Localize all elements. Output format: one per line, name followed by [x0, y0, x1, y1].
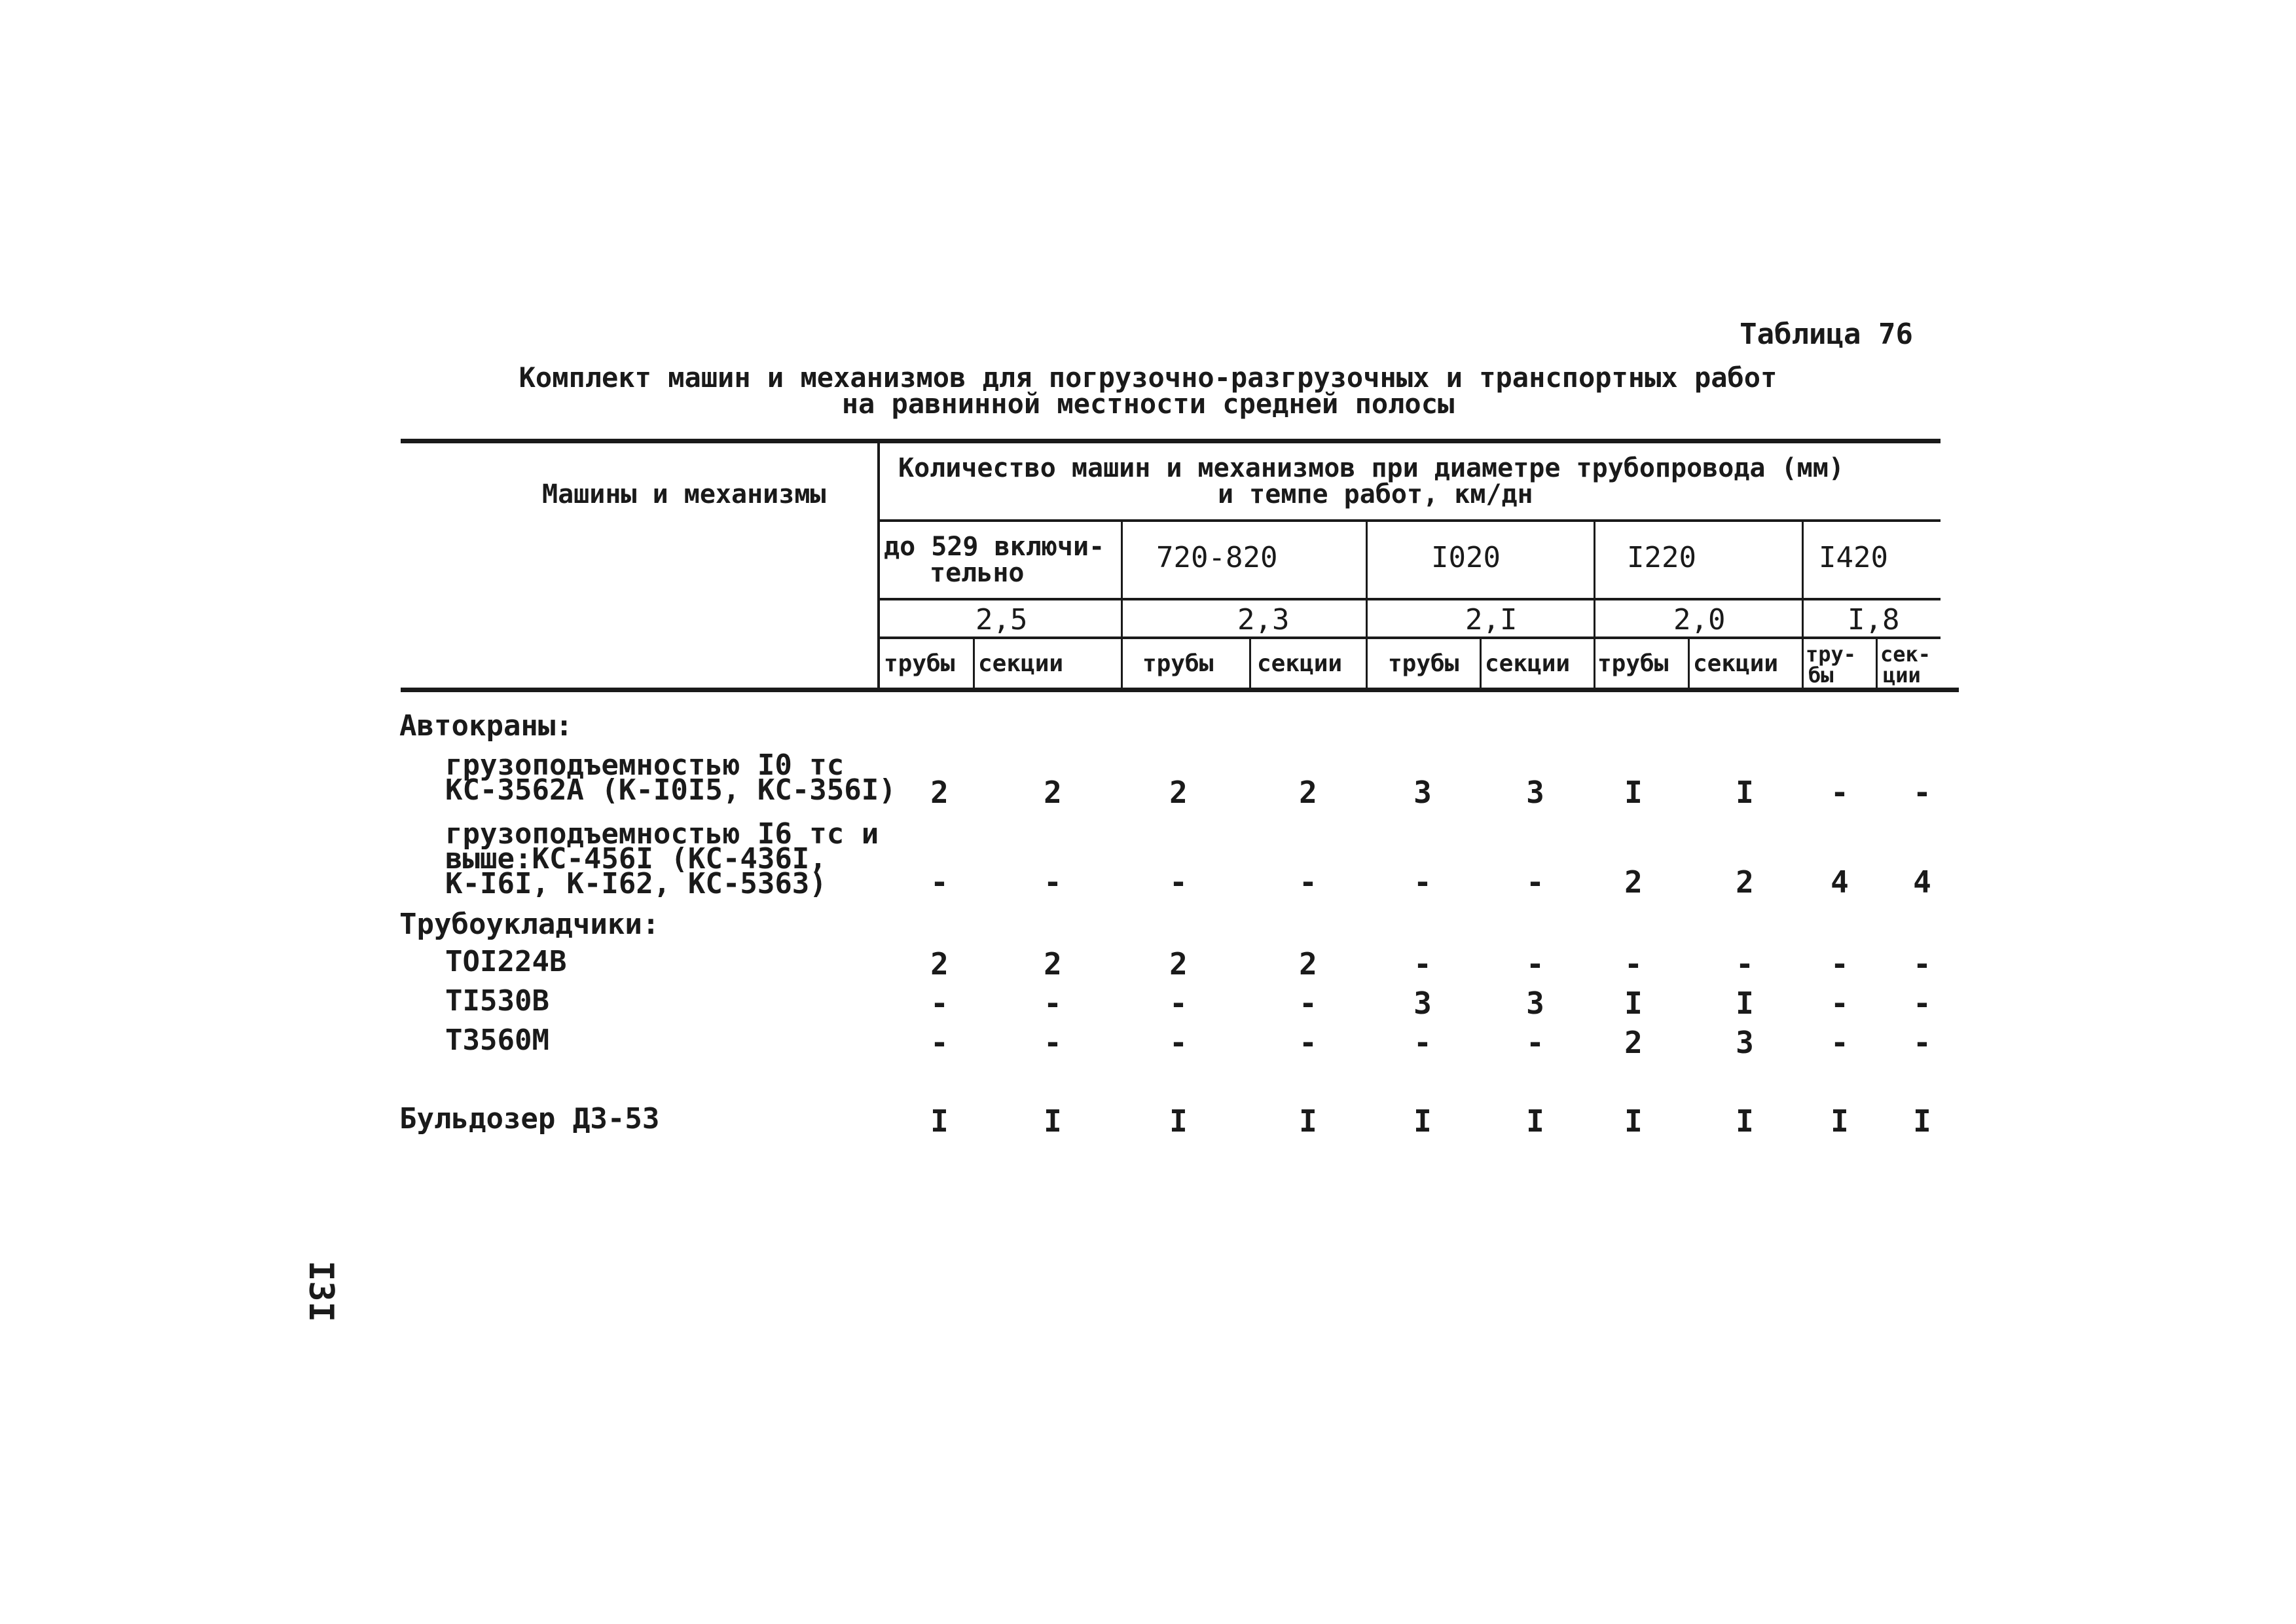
table-cell: I [1624, 1103, 1643, 1139]
table-cell: 2 [1736, 864, 1754, 900]
header-machines: Машины и механизмы [542, 479, 826, 509]
header-diameter-720-820: 720-820 [1156, 541, 1278, 574]
table-cell: - [930, 1025, 949, 1060]
subheader-pipes: трубы [1388, 650, 1459, 677]
subheader-pipes: трубы [1597, 650, 1669, 677]
table-cell: 2 [930, 946, 949, 982]
group-divider [1594, 522, 1595, 689]
table-cell: I [1736, 986, 1754, 1021]
table-cell: - [1169, 864, 1188, 900]
table-cell: I [1299, 1103, 1317, 1139]
table-cell: 4 [1913, 864, 1931, 900]
subheader-pipes-split-b: бы [1808, 663, 1834, 688]
table-label: Таблица 76 [1740, 318, 1913, 351]
row-label-t1530v: ТI530В [445, 984, 549, 1018]
row-label-t3560m: Т3560М [445, 1024, 549, 1057]
table-cell: 2 [1044, 775, 1062, 810]
table-cell: 2 [1624, 1025, 1643, 1060]
table-cell: - [1526, 864, 1544, 900]
table-cell: - [1044, 986, 1062, 1021]
subheader-sections: секции [1485, 650, 1571, 677]
table-cell: - [1299, 1025, 1317, 1060]
header-rule-1 [879, 519, 1941, 522]
subheader-sections: секции [1693, 650, 1779, 677]
table-cell: - [1831, 1025, 1849, 1060]
subheader-sections: секции [1257, 650, 1343, 677]
table-title-line2: на равнинной местности средней полосы [841, 388, 1455, 420]
table-cell: I [930, 1103, 949, 1139]
subheader-sections-split-a: сек- [1880, 642, 1931, 667]
row-label-crane-16t-b: выше:КС-456I (КС-436I, [445, 842, 827, 876]
header-rule-3 [879, 637, 1941, 639]
header-diameter-1420: I420 [1819, 541, 1888, 574]
row-label-crane-10t-a: грузоподъемностью I0 тс [445, 748, 845, 782]
header-rule-2 [879, 598, 1941, 600]
row-label-crane-16t-a: грузоподъемностью I6 тс и [445, 817, 879, 851]
header-diameter-529-a: до 529 включи- [884, 532, 1105, 562]
subheader-pipes: трубы [884, 650, 955, 677]
header-quantity-line2: и темпе работ, км/дн [1218, 479, 1533, 509]
table-cell: I [1169, 1103, 1188, 1139]
table-cell: - [1624, 946, 1643, 982]
table-cell: - [1526, 1025, 1544, 1060]
table-cell: - [1169, 986, 1188, 1021]
subheader-pipes: трубы [1142, 650, 1214, 677]
subheader-sections: секции [978, 650, 1064, 677]
header-diameter-1220: I220 [1627, 541, 1696, 574]
row-label-pipelayers: Трубоукладчики: [399, 908, 660, 941]
subcol-divider [1480, 639, 1482, 689]
table-cell: - [1044, 864, 1062, 900]
subcol-divider [973, 639, 975, 689]
header-rate-2-1: 2,I [1465, 603, 1518, 637]
header-divider-vertical [877, 442, 880, 691]
table-cell: - [1413, 946, 1432, 982]
table-cell: - [1831, 946, 1849, 982]
header-bottom-rule [401, 688, 1959, 692]
table-cell: - [1299, 986, 1317, 1021]
table-cell: 3 [1526, 986, 1544, 1021]
table-cell: - [1526, 946, 1544, 982]
table-cell: 4 [1831, 864, 1849, 900]
table-cell: - [1044, 1025, 1062, 1060]
table-cell: - [1413, 1025, 1432, 1060]
table-cell: 3 [1413, 986, 1432, 1021]
table-cell: - [1913, 1025, 1931, 1060]
table-cell: 2 [1169, 775, 1188, 810]
table-cell: 2 [1044, 946, 1062, 982]
table-cell: 3 [1526, 775, 1544, 810]
table-cell: - [1169, 1025, 1188, 1060]
table-cell: I [1831, 1103, 1849, 1139]
table-cell: - [1299, 864, 1317, 900]
row-label-autocranes: Автокраны: [399, 709, 573, 743]
row-label-t01224v: ТОI224В [445, 945, 567, 978]
table-cell: - [1831, 986, 1849, 1021]
table-cell: I [1624, 775, 1643, 810]
page-number: I3I [301, 1261, 340, 1322]
table-cell: - [930, 864, 949, 900]
group-divider [1366, 522, 1368, 689]
group-divider [1802, 522, 1804, 689]
table-cell: 3 [1413, 775, 1432, 810]
table-cell: I [1736, 1103, 1754, 1139]
table-top-rule [401, 439, 1941, 443]
subheader-pipes-split-a: тру- [1806, 642, 1857, 667]
table-cell: I [1736, 775, 1754, 810]
table-cell: I [1913, 1103, 1931, 1139]
header-quantity-line1: Количество машин и механизмов при диаметре трубопровода (мм) [898, 453, 1844, 483]
group-divider [1121, 522, 1123, 689]
subheader-sections-split-b: ции [1883, 663, 1921, 688]
table-cell: - [930, 986, 949, 1021]
header-rate-2-0: 2,0 [1673, 603, 1726, 637]
header-diameter-1020: I020 [1431, 541, 1501, 574]
row-label-bulldozer: Бульдозер ДЗ-53 [399, 1102, 660, 1135]
table-cell: - [1913, 775, 1931, 810]
subcol-divider [1249, 639, 1251, 689]
table-cell: 2 [930, 775, 949, 810]
subcol-divider [1876, 639, 1878, 689]
header-diameter-529-b: тельно [930, 558, 1025, 588]
table-cell: I [1044, 1103, 1062, 1139]
header-rate-1-8: I,8 [1848, 603, 1900, 637]
header-rate-2-3: 2,3 [1237, 603, 1290, 637]
table-cell: - [1913, 946, 1931, 982]
table-cell: 2 [1299, 775, 1317, 810]
table-cell: 2 [1169, 946, 1188, 982]
table-cell: I [1413, 1103, 1432, 1139]
header-rate-2-5: 2,5 [975, 603, 1028, 637]
subcol-divider [1688, 639, 1690, 689]
table-cell: I [1624, 986, 1643, 1021]
table-cell: 3 [1736, 1025, 1754, 1060]
row-label-crane-16t-c: К-I6I, К-I62, КС-5363) [445, 867, 827, 900]
row-label-crane-10t-b: КС-3562А (К-I0I5, КС-356I) [445, 773, 896, 807]
table-cell: - [1736, 946, 1754, 982]
table-cell: - [1831, 775, 1849, 810]
table-cell: 2 [1299, 946, 1317, 982]
table-cell: - [1913, 986, 1931, 1021]
table-title-line1: Комплект машин и механизмов для погрузочно-разгрузочных и транспортных работ [519, 361, 1777, 394]
table-cell: - [1413, 864, 1432, 900]
table-cell: 2 [1624, 864, 1643, 900]
table-cell: I [1526, 1103, 1544, 1139]
